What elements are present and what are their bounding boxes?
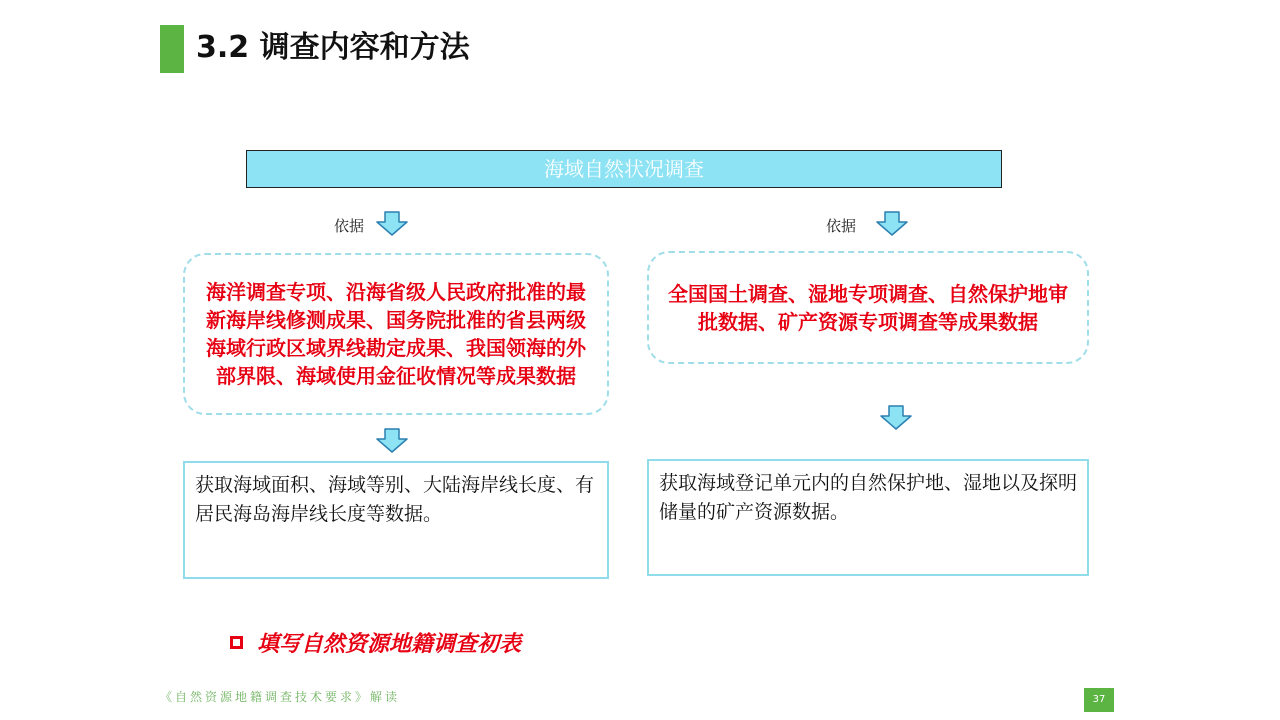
title-accent-bar [160, 25, 184, 73]
left-basis-box [183, 253, 609, 415]
survey-topic-box: 海域自然状况调查 [246, 150, 1002, 188]
page-number: 37 [1084, 688, 1114, 712]
down-arrow-icon [875, 211, 909, 237]
left-result-box [183, 461, 609, 579]
down-arrow-icon [375, 428, 409, 454]
left-basis-text: 海洋调查专项、沿海省级人民政府批准的最新海岸线修测成果、国务院批准的省县两级海域行政区域界线勘定成果、我国领海的外部界限、海域使用金征收情况等成果数据 [206, 280, 586, 388]
footer-title: 《自然资源地籍调查技术要求》解读 [160, 690, 401, 704]
square-bullet-icon [230, 636, 243, 649]
page-title: 3.2 调查内容和方法 [196, 30, 470, 65]
right-basis-box [647, 251, 1089, 364]
fill-form-text: 填写自然资源地籍调查初表 [257, 632, 522, 657]
down-arrow-icon [375, 211, 409, 237]
down-arrow-icon [879, 405, 913, 431]
left-basis-label: 依据 [334, 217, 365, 235]
right-basis-text: 全国国土调查、湿地专项调查、自然保护地审批数据、矿产资源专项调查等成果数据 [668, 281, 1068, 334]
left-result-text: 获取海域面积、海域等别、大陆海岸线长度、有居民海岛海岸线长度等数据。 [195, 474, 595, 525]
fill-form-bullet [230, 627, 521, 658]
right-basis-label: 依据 [826, 217, 857, 235]
right-result-box [647, 459, 1089, 576]
right-result-text: 获取海域登记单元内的自然保护地、湿地以及探明储量的矿产资源数据。 [659, 472, 1078, 523]
